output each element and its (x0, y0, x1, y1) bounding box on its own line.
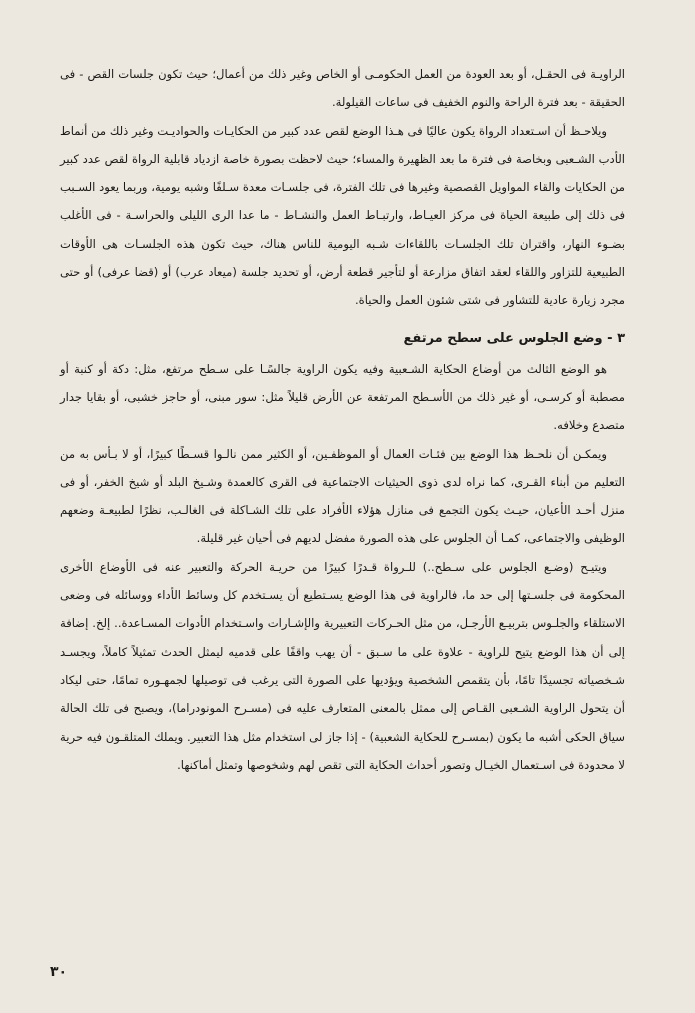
paragraph-2: ويلاحـظ أن اسـتعداد الرواة يكون عاليًا فى هـذا الوضع لقص عدد كبير من الحكايـات والحواديـت وغير ذلك من أنماط الأدب الشـعبى وبخاصة فى فترة ما بعد الظهيرة والمساء؛ حيث لاحظت بصورة خاصة ازدياد قابلية الرواة لقص عدد كبير من الحكايات والقاء المواويل القصصية وغيرها فى تلك الفترة، فى جلسـات معدة سـلفًا وشبه يومية، وربما يعود السـبب فى ذلك إلى طبيعة الحياة فى مركز العيـاط، وارتبـاط العمل والنشـاط - ما عدا الرى الليلى والحراسـة - فى الأغلب بضـوء النهار، واقتران تلك الجلسـات باللقاءات شـبه اليومية للناس هناك، حيث تكون هذه الجلسـات هى الأوقات الطبيعية للتزاور واللقاء لعقد اتفاق مزارعة أو لتأجير قطعة أرض، أو تحديد جلسة (ميعاد عرب) أو (قضا عرفى) أو حتى مجرد زيارة عادية للتشاور فى شتى شئون العمل والحياة. (60, 123, 625, 308)
paragraph-1: الراويـة فى الحقـل، أو بعد العودة من العمل الحكومـى أو الخاص وغير ذلك من أعمال؛ حيث تكون جلسات القص - فى الحقيقة - بعد فترة الراحة والنوم الخفيف فى ساعات القيلولة. (60, 67, 625, 110)
page-number: ٣٠ (50, 964, 68, 980)
section-heading: ٣ - وضع الجلوس على سطح مرتفع (403, 330, 625, 346)
paragraph-4: ويمكـن أن نلحـظ هذا الوضع بين فئـات العمال أو الموظفـين، أو الكثير ممن نالـوا قسـطًا كبيرًا، أو لا بـأس به من التعليم من أبناء القـرى، كما نراه لدى ذوى الحيثيات الاجتماعية فى القرى كالعمدة وشـيخ البلد أو شيخ الخفر، أو فى منزل أحـد الأعيان، حيـث يكون التجمع فى منازل هؤلاء الأفراد على تلك الشـاكلة فى الغالـب، نظرًا لطبيعـة وضعهم الوظيفى والاجتماعى، كمـا أن الجلوس على هذه الصورة مفضل لديهم فى أحيان غير قليلة. (60, 446, 625, 546)
paragraph-3: هو الوضع الثالث من أوضاع الحكاية الشـعبية وفيه يكون الراوية جالسًـا على سـطح مرتفع، مثل: دكة أو كنبة أو مصطبة أو كرسـى، أو غير ذلك من الأسـطح المرتفعة عن الأرض قليلاً مثل: سور مبنى، أو حاجز خشبى، أو بقايا جدار متصدع وخلافه. (60, 361, 625, 433)
paragraph-5: ويتيـح (وضـع الجلوس على سـطح..) للـرواة قـدرًا كبيرًا من حريـة الحركة والتعبير عنه فى الأوضاع الأخرى المحكومة فى جلسـتها إلى حد ما، فالراوية فى هذا الوضع يسـتطيع أن يسـتخدم كل وسائط الأداء ووسائله فى وضعى الاستلقاء والجلـوس بتربيـع الأرجـل، من مثل الحـركات التعبيرية والإشـارات واسـتخدام الأدوات المسـاعدة.. إلخ. إضافة إلى أن هذا الوضع يتيح للراوية - علاوة على ما سـبق - أن يهب واقفًا على قدميه ليمثل الحدث تمثيلاً كاملاً، ويجسـد شـخصياته تجسيدًا تامًا، بأن يتقمص الشخصية ويؤديها على الصورة التى يرغب فى توصيلها لجمهـوره تمامًا، حتى ليكاد أن يتحول الراوية الشـعبى القـاص إلى ممثل بالمعنى المتعارف عليه فى (مسـرح المونودراما)، ويصبح فى تلك الحالة سياق الحكى أشبه ما يكون (بمسـرح للحكاية الشعبية) - إذا جاز لى استخدام مثل هذا التعبير. ويملك المتلقـون فيه حرية لا محدودة فى اسـتعمال الخيـال وتصور أحداث الحكاية التى تقص لهم وشخوصها وتمثل أماكنها. (60, 559, 625, 772)
